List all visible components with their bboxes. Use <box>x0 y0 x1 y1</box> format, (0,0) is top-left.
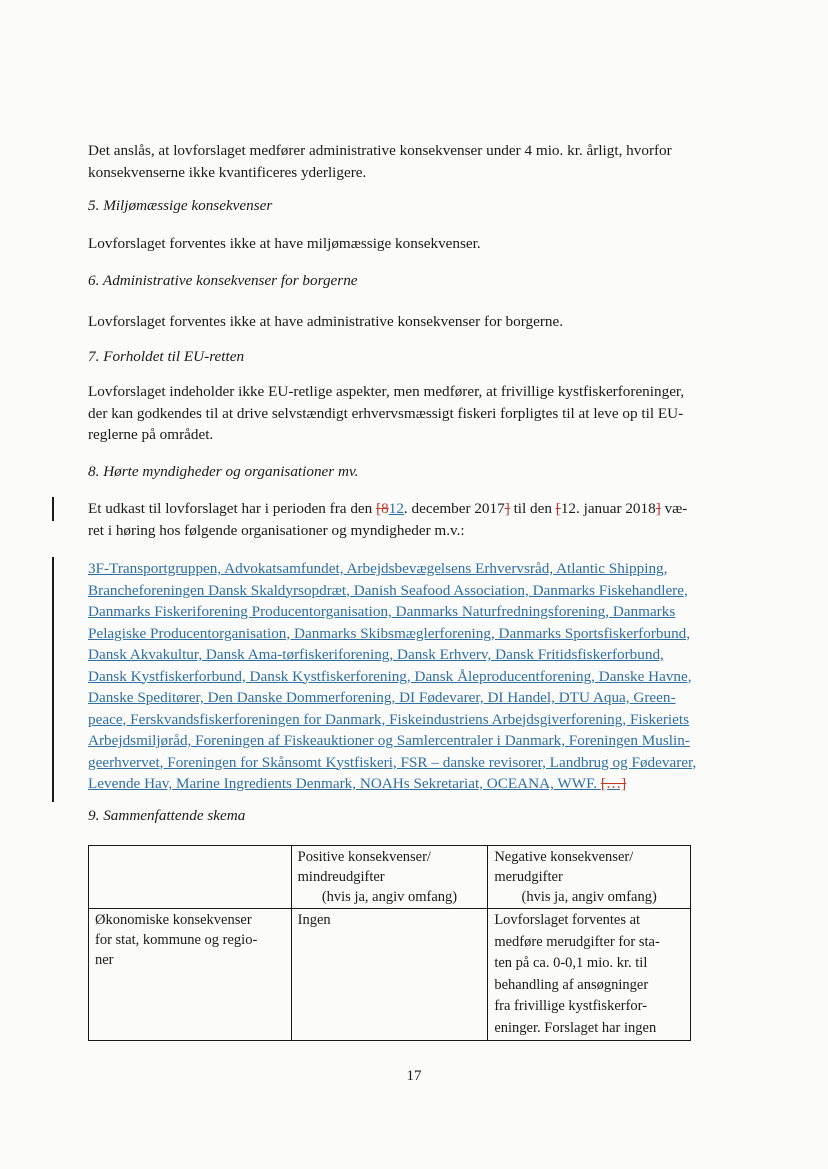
change-bar-2 <box>52 557 54 802</box>
row-label-text: ner <box>95 952 114 968</box>
deleted-bracket: ] <box>655 500 661 517</box>
section-6-heading: 6. Administrative konsekvenser for borgerne <box>88 272 358 289</box>
change-bar-1 <box>52 497 54 521</box>
hearing-line: 3F-Transportgruppen, Advokatsamfundet, Arbejdsbevægelsens Erhvervsråd, Atlantic Shipping, <box>88 560 668 577</box>
cell-text: ten på ca. 0-0,1 mio. kr. til <box>494 955 648 971</box>
header-text: Positive konsekvenser/ <box>297 849 431 865</box>
section-5-text: Lovforslaget forventes ikke at have miljømæssige konsekvenser. <box>88 235 481 252</box>
intro-line-2: konsekvenserne ikke kvantificeres yderligere. <box>88 163 367 181</box>
inserted-text: 12 <box>388 500 404 517</box>
section-9-heading: 9. Sammenfattende skema <box>88 807 246 824</box>
p1-text-a: Et udkast til lovforslaget har i perioden fra den <box>88 500 377 517</box>
table-header-row <box>89 846 691 909</box>
row-label-cell <box>89 909 292 1041</box>
p1-text-b: . december 2017 <box>403 500 505 517</box>
deleted-text: [8 <box>376 500 389 517</box>
section-7-paragraph <box>88 381 728 446</box>
cell-text: eninger. Forslaget har ingen <box>494 1019 657 1036</box>
intro-paragraph <box>88 140 728 183</box>
hearing-line: Pelagiske Producentorganisation, Danmarks Skibsmæglerforening, Danmarks Sportsfiskerforbund, <box>88 624 691 642</box>
p1-text-c: til den <box>509 500 556 517</box>
hearing-list <box>88 558 738 795</box>
header-text: (hvis ja, angiv omfang) <box>321 889 458 905</box>
table-header-positive <box>291 846 488 909</box>
cell-text: medføre merudgifter for sta- <box>494 933 660 950</box>
row-positive-cell <box>291 909 488 1041</box>
row-label-text: for stat, kommune og regio- <box>95 932 258 948</box>
header-text: merudgifter <box>494 869 563 885</box>
hearing-line: Danmarks Fiskeriforening Producentorganisation, Danmarks Naturfredningsforening, Danmarks <box>88 603 676 620</box>
table-header-negative <box>488 846 691 909</box>
hearing-line: Dansk Akvakultur, Dansk Ama-tørfiskeriforening, Dansk Erhverv, Dansk Fritidsfiskerforbund, <box>88 646 664 663</box>
intro-line-1: Det anslås, at lovforslaget medfører administrative konsekvenser under 4 mio. kr. årligt, hvorfor <box>88 142 672 159</box>
hearing-line: Dansk Kystfiskerforbund, Dansk Kystfiskerforening, Dansk Åleproducentforening, Danske Havne, <box>88 667 692 685</box>
deleted-bracket: ] <box>504 500 510 517</box>
section-6-text: Lovforslaget forventes ikke at have administrative konsekvenser for borgerne. <box>88 313 564 330</box>
header-text: (hvis ja, angiv omfang) <box>521 889 657 905</box>
section-8-heading: 8. Hørte myndigheder og organisationer mv. <box>88 463 359 480</box>
cell-text: behandling af ansøgninger <box>494 976 649 993</box>
header-text: mindreudgifter <box>297 869 385 885</box>
cell-text: fra frivillige kystfiskerfor- <box>494 998 648 1014</box>
cell-text: Lovforslaget forventes at <box>494 912 641 928</box>
hearing-line: Arbejdsmiljøråd, Foreningen af Fiskeauktioner og Samlercentraler i Danmark, Foreningen Muslin- <box>88 732 690 749</box>
hearing-last-text: Levende Hav, Marine Ingredients Denmark, NOAHs Sekretariat, OCEANA, WWF. <box>88 775 601 792</box>
section-7-line-3: reglerne på området. <box>88 426 214 443</box>
summary-table <box>88 845 691 1041</box>
p1-text-e: væ- <box>660 500 688 517</box>
deleted-ellipsis: […] <box>600 775 627 792</box>
table-row <box>89 909 691 1041</box>
hearing-line: geerhvervet, Foreningen for Skånsomt Kystfiskeri, FSR – danske revisorer, Landbrug og Fødevarer, <box>88 753 697 771</box>
deleted-bracket: [ <box>555 500 561 517</box>
table-header-empty <box>89 846 292 909</box>
hearing-line: Brancheforeningen Dansk Skaldyrsopdræt, Danish Seafood Association, Danmarks Fiskehandlere, <box>88 581 688 599</box>
section-5-heading: 5. Miljømæssige konsekvenser <box>88 197 273 214</box>
header-text: Negative konsekvenser/ <box>494 849 634 865</box>
section-7-heading: 7. Forholdet til EU-retten <box>88 348 245 365</box>
section-7-line-2: der kan godkendes til at drive selvstændigt erhvervsmæssigt fiskeri forpligtes til at leve op til EU- <box>88 404 684 422</box>
section-7-line-1: Lovforslaget indeholder ikke EU-retlige aspekter, men medfører, at frivillige kystfiskerforeninger, <box>88 383 685 400</box>
cell-text: Ingen <box>297 912 331 928</box>
row-label-text: Økonomiske konsekvenser <box>95 912 252 928</box>
p1-text-d: 12. januar 2018 <box>560 500 656 517</box>
page-number: 17 <box>406 1068 422 1084</box>
hearing-line-last <box>88 773 738 795</box>
row-negative-cell <box>488 909 691 1041</box>
p1-line-2: ret i høring hos følgende organisationer og myndigheder m.v.: <box>88 521 465 539</box>
section-8-paragraph <box>88 498 728 541</box>
hearing-line: peace, Ferskvandsfiskerforeningen for Danmark, Fiskeindustriens Arbejdsgiverforening, Fiskeriets <box>88 710 690 728</box>
hearing-line: Danske Speditører, Den Danske Dommerforening, DI Fødevarer, DI Handel, DTU Aqua, Green- <box>88 689 676 706</box>
